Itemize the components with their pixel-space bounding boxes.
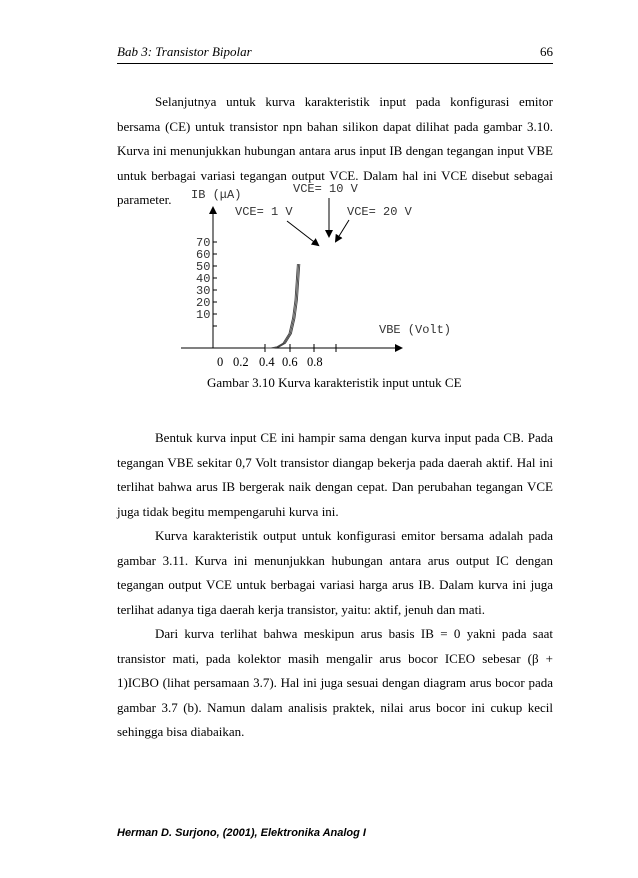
- figure-3-10: [117, 178, 553, 398]
- curves: [265, 264, 300, 348]
- page-number: 66: [540, 44, 553, 59]
- y-tick-label: 20: [196, 296, 211, 310]
- paragraph: Kurva karakteristik output untuk konfigurasi emitor bersama adalah pada gambar 3.11. Kurva ini menunjukkan hubungan antara arus output IC dengan tegangan output VCE untuk berbagai variasi harga arus IB. Dalam kurva ini juga terlihat adanya tiga daerah kerja transistor, yaitu: aktif, jenuh dan mati.: [117, 528, 553, 617]
- y-tick-label: 70: [196, 236, 211, 250]
- curve-label-vce10: VCE= 10 V: [293, 182, 358, 196]
- x-tick-label: 0.8: [307, 355, 323, 369]
- input-characteristic-chart: [117, 178, 553, 378]
- y-tick-label: 60: [196, 248, 211, 262]
- curve-series-1: [265, 264, 297, 348]
- y-axis-label: IB (μA): [191, 188, 242, 202]
- y-tick-label: 50: [196, 260, 211, 274]
- arrow-vce20: [336, 220, 349, 241]
- y-ticks: [213, 242, 217, 326]
- curve-label-vce20: VCE= 20 V: [347, 205, 412, 219]
- y-tick-label: 30: [196, 284, 211, 298]
- running-header: [117, 44, 553, 64]
- paragraph: Bentuk kurva input CE ini hampir sama dengan kurva input pada CB. Pada tegangan VBE sekitar 0,7 Volt transistor diangap bekerja pada daerah aktif. Hal ini terlihat bahwa arus IB bergerak naik dengan cepat. Dan perubahan tegangan VCE juga tidak begitu mempengaruhi kurva ini.: [117, 430, 553, 519]
- footer-citation: Herman D. Surjono, (2001), Elektronika Analog I: [117, 827, 366, 839]
- curve-series-3: [267, 264, 299, 348]
- x-tick-label: 0.4: [259, 355, 275, 369]
- chapter-title: Bab 3: Transistor Bipolar: [117, 44, 252, 59]
- x-axis-label: VBE (Volt): [379, 323, 452, 337]
- main-text: [117, 426, 553, 745]
- x-tick-label: 0.2: [233, 355, 249, 369]
- y-tick-label: 10: [196, 308, 211, 322]
- x-tick-label: 0: [217, 355, 224, 369]
- x-tick-label: 0.6: [282, 355, 298, 369]
- figure-caption: Gambar 3.10 Kurva karakteristik input untuk CE: [207, 375, 462, 390]
- paragraph: Dari kurva terlihat bahwa meskipun arus basis IB = 0 yakni pada saat transistor mati, pada kolektor masih mengalir arus bocor ICEO sebesar (β + 1)ICBO (lihat persamaan 3.7). Hal ini juga sesuai dengan diagram arus bocor pada gambar 3.7 (b). Namun dalam analisis praktek, nilai arus bocor ini cukup kecil sehingga bisa diabaikan.: [117, 626, 553, 739]
- curve-series-2: [266, 264, 298, 348]
- y-tick-label: 40: [196, 272, 211, 286]
- curve-label-vce1: VCE= 1 V: [235, 205, 293, 219]
- paragraph: Selanjutnya untuk kurva karakteristik input pada konfigurasi emitor bersama (CE) untuk transistor npn bahan silikon dapat dilihat pada gambar 3.10. Kurva ini menunjukkan hubungan antara arus input IB dengan tegangan input VBE untuk berbagai variasi tegangan output VCE. Dalam hal ini VCE disebut sebagai parameter.: [117, 94, 553, 207]
- arrow-vce1: [287, 221, 318, 245]
